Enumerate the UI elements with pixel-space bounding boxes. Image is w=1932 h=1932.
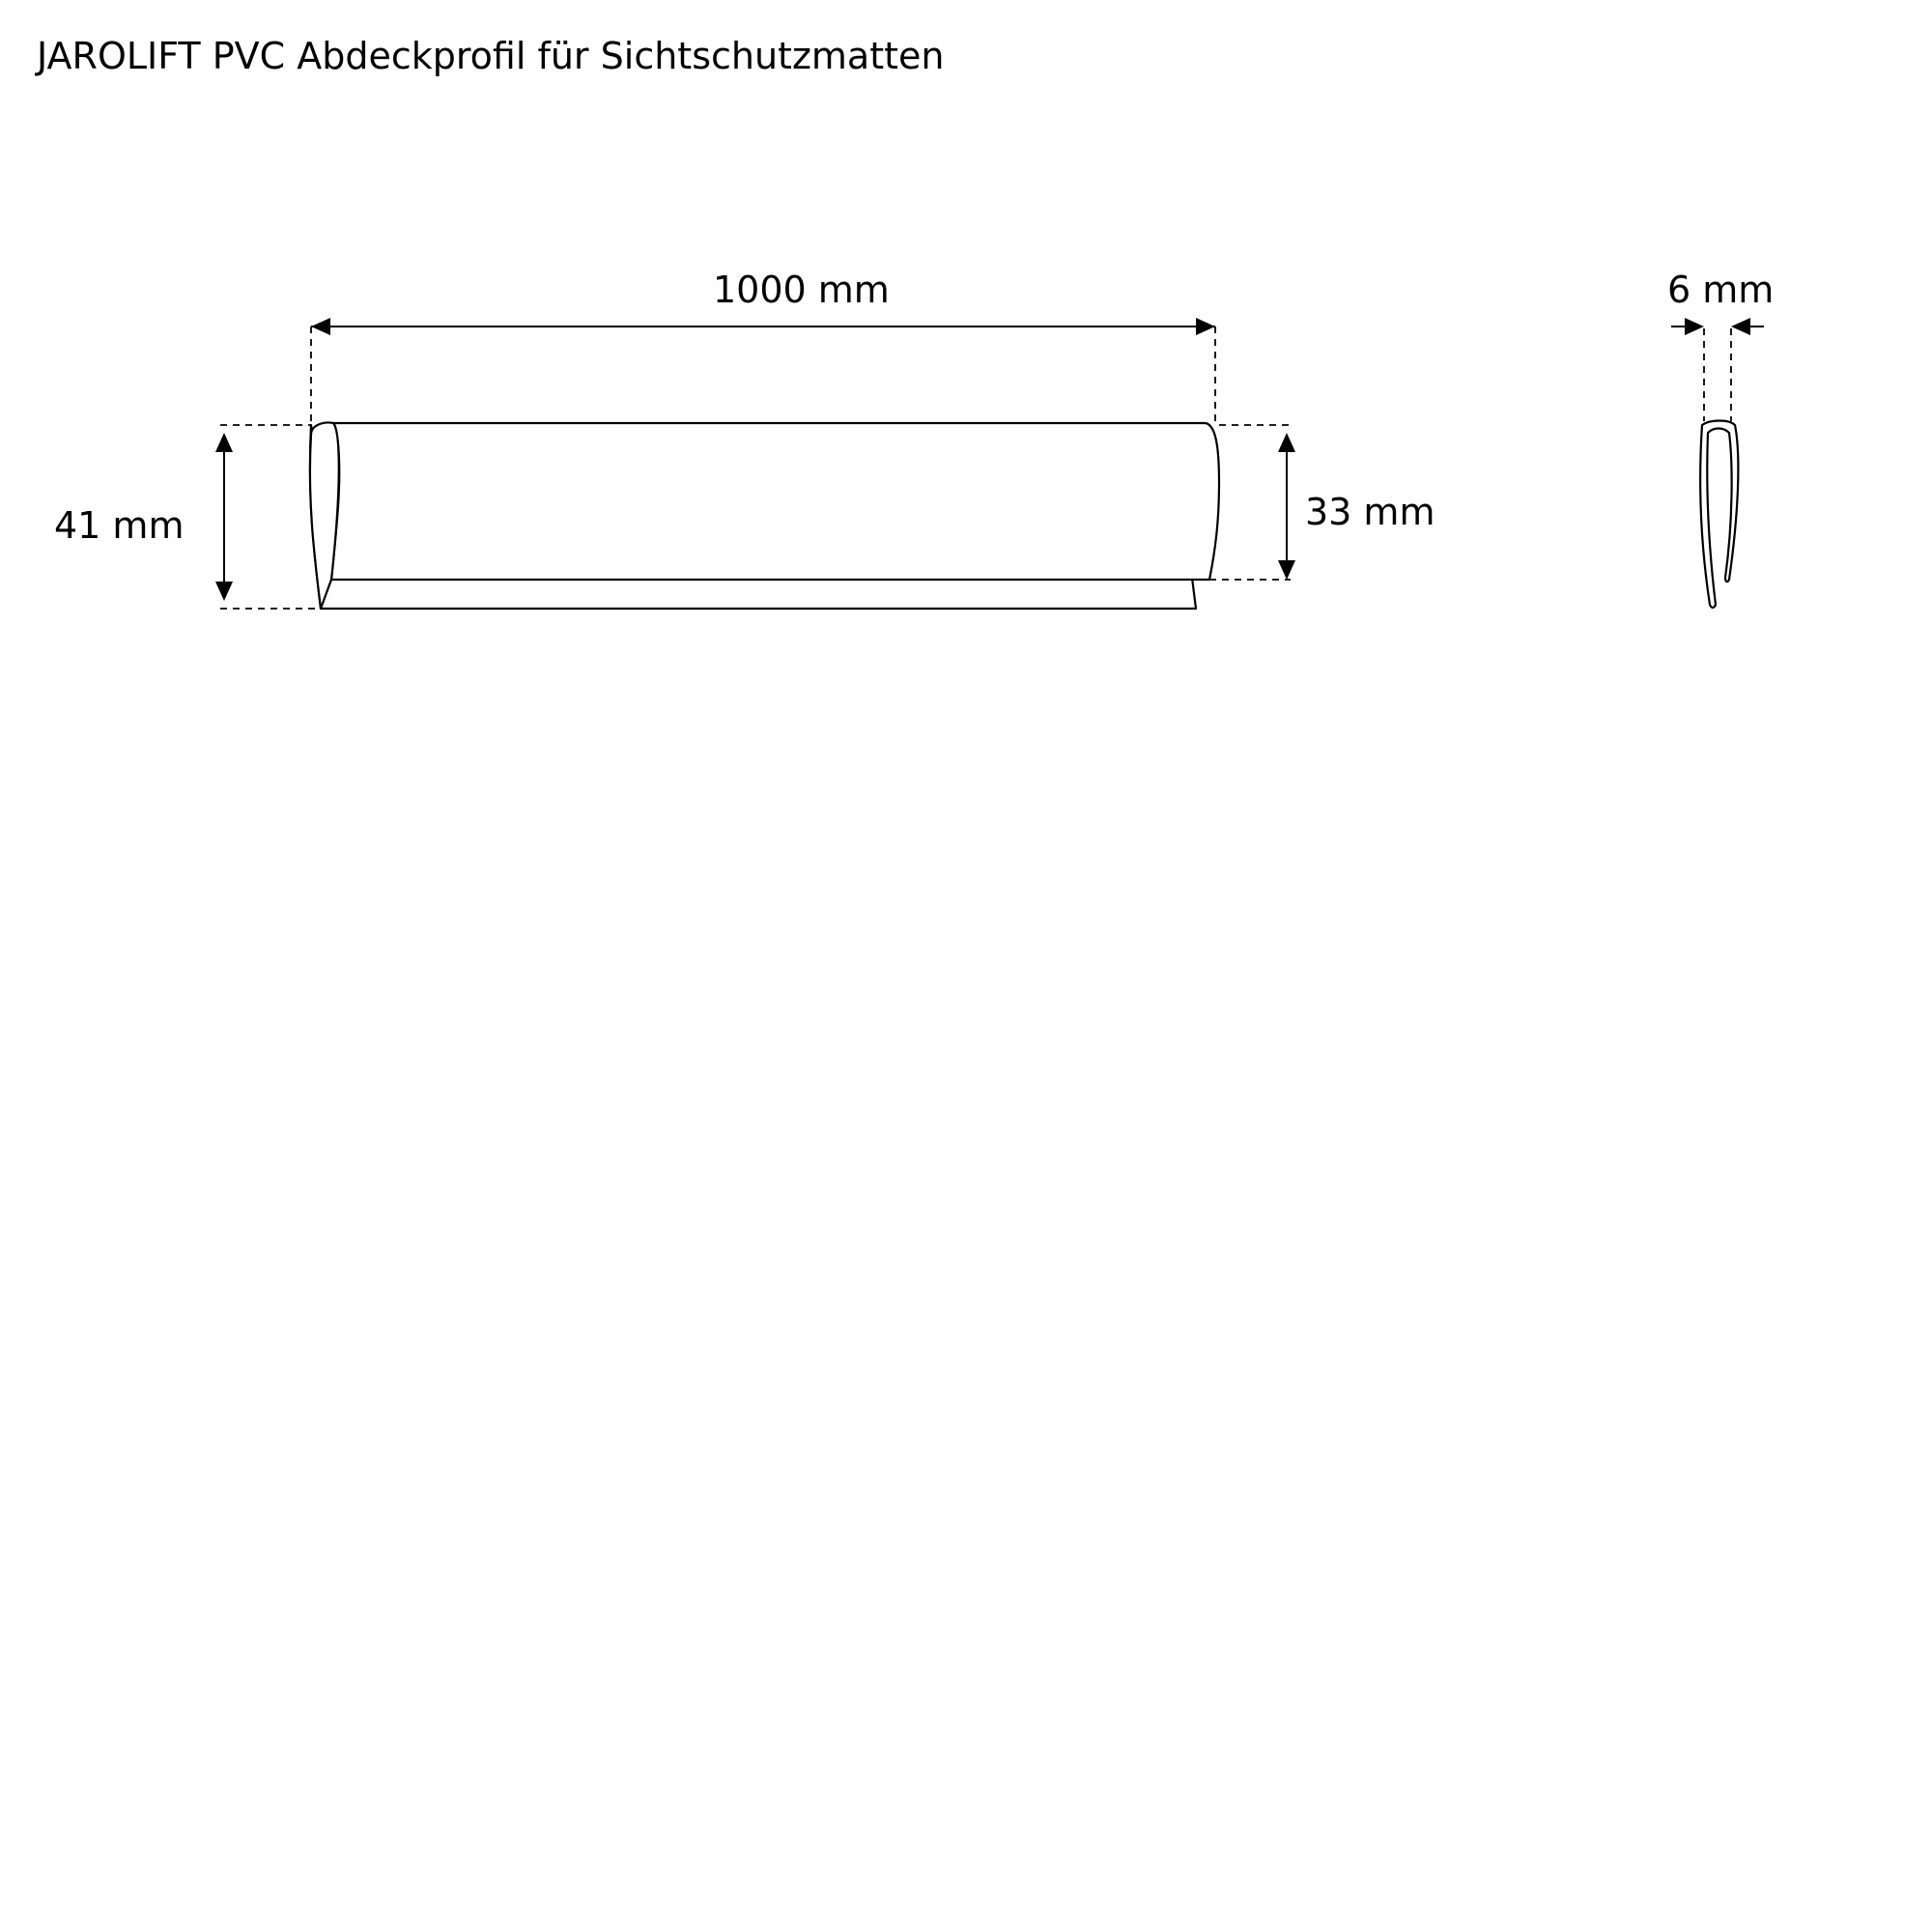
total-height-label: 41 mm: [54, 504, 185, 547]
inner-height-label: 33 mm: [1305, 491, 1435, 533]
u-profile-outer: [1700, 421, 1738, 609]
profile-front-view: [310, 423, 1219, 610]
arrowhead-left: [311, 318, 330, 335]
profile-main-face: [331, 423, 1219, 580]
arrowhead-right: [1685, 318, 1704, 335]
arrowhead-down: [215, 582, 233, 601]
profile-side-view: [1700, 421, 1738, 609]
length-label: 1000 mm: [713, 269, 890, 311]
arrowhead-left: [1731, 318, 1750, 335]
thickness-label: 6 mm: [1667, 269, 1775, 311]
arrowhead-up: [215, 433, 233, 452]
arrowhead-right: [1196, 318, 1215, 335]
arrowhead-up: [1278, 433, 1295, 452]
drawing-title: JAROLIFT PVC Abdeckprofil für Sichtschutzmatten: [37, 35, 945, 77]
dimension-total-height: [215, 425, 319, 609]
dimension-inner-height: [1209, 425, 1295, 580]
dimension-thickness: [1671, 318, 1764, 421]
arrowhead-down: [1278, 560, 1295, 580]
dimension-length: [311, 318, 1215, 425]
